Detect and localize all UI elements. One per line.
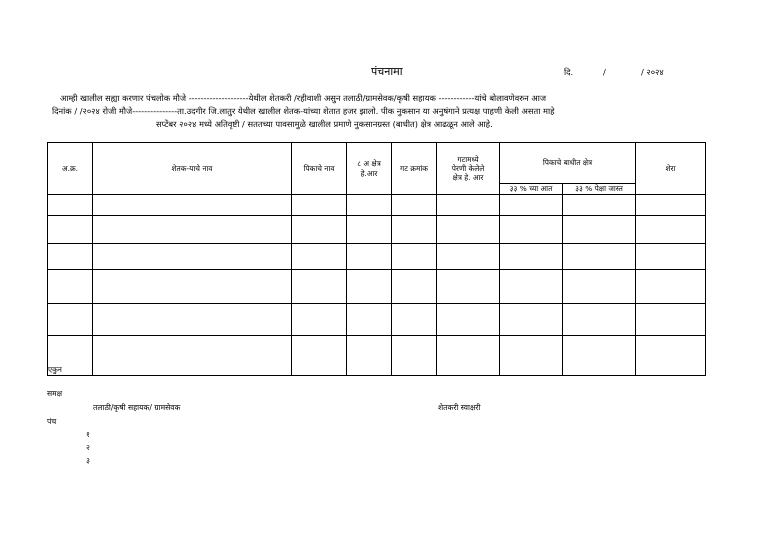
date-label: दि. [564, 67, 574, 77]
header-sown-area [437, 143, 500, 195]
total-row [48, 336, 706, 376]
panch-number-2: २ [86, 443, 90, 452]
total-label: एकुन [48, 336, 93, 376]
table-row [48, 195, 706, 216]
header-crop-name: पिकाचे नाव [292, 143, 347, 195]
crop-loss-table [47, 142, 706, 376]
page-title: पंचनामा [371, 65, 403, 78]
witness-label: समक्ष [47, 389, 63, 398]
header-sown-area-line3: क्षेत्र हे. आर [452, 173, 484, 183]
header-area-8a-line1: ८ अ क्षेत्र [357, 159, 381, 169]
header-sown-area-line1: गटामध्ये [457, 154, 479, 164]
header-remarks: शेरा [636, 143, 706, 195]
table-row [48, 244, 706, 270]
panch-label: पंच [47, 417, 57, 426]
officer-signature-label: तलाठी/कृषी सहायक/ ग्रामसेवक [93, 403, 181, 412]
header-below-33-percent: ३३ % च्या आत [500, 184, 563, 195]
header-above-33-percent: ३३ % पेक्षा जास्त [563, 184, 636, 195]
panch-number-3: ३ [86, 456, 90, 465]
header-affected-area: पिकाचे बाधीत क्षेत्र [500, 143, 636, 184]
table-row [48, 216, 706, 244]
date-year: / २०२४ [641, 67, 664, 77]
date-separator: / [603, 67, 606, 77]
header-farmer-name: शेतक-याचे नाव [93, 143, 292, 195]
header-sown-area-line2: पेरणी केलेले [451, 163, 485, 173]
header-gat-number: गट क्रमांक [392, 143, 437, 195]
intro-line-2: दिनांक / /२०२४ रोजी मौजे---------------ता.उदगीर जि.लातुर येथील खालील शेतक-यांच्या शेतात हजर झालो. पीक नुकसान या अनुषंगाने प्रत्यक्ष पाहणी केली असता माहे [52, 106, 555, 116]
intro-line-1: आम्ही खालील सह्या करणार पंचलोक मौजे --------------------येथील शेतकरी /रहीवाशी असुन तलाठी/ग्रामसेवक/कृषी सहायक ------------यांचे बोलावणेवरुन आज [60, 93, 547, 103]
table-row [48, 270, 706, 304]
header-area-8a [347, 143, 392, 195]
table-row [48, 304, 706, 336]
intro-line-3: सप्टेंबर २०२४ मध्ये अतिवृष्टी / सततच्या पावसामुळे खालील प्रमाणे नुकसानग्रस्त (बाधीत) क्षेत्र आढळून आले आहे. [156, 119, 493, 129]
farmer-signature-label: शेतकरी स्वाक्षरी [438, 403, 481, 412]
panch-number-1: १ [86, 430, 90, 439]
header-area-8a-line2: हे.आर [360, 168, 378, 178]
header-serial: अ.क्र. [48, 143, 93, 195]
